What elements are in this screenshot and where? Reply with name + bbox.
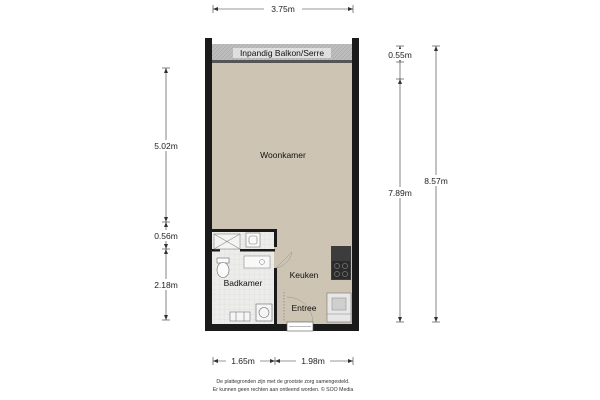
bathroom-vanity: [230, 312, 250, 321]
washbasin: [246, 233, 260, 247]
dimension-left-upper: 5.02m: [154, 141, 178, 151]
toilet: [217, 258, 229, 278]
kitchen-counter: [331, 246, 351, 280]
dimension-right-mid: 7.89m: [388, 188, 412, 198]
room-label-living: Woonkamer: [260, 150, 306, 160]
disclaimer-line-2: Er kunnen geen rechten aan ontleend worden. © SOO Media: [212, 387, 354, 393]
shower: [214, 234, 240, 249]
room-label-kitchen: Keuken: [289, 270, 319, 280]
bathroom-cabinet: [244, 256, 270, 268]
dimension-right-total: 8.57m: [424, 176, 448, 186]
wardrobe-unit: [327, 293, 351, 322]
dimension-right-top: 0.55m: [388, 50, 412, 60]
dimension-left-mid: 0.56m: [154, 231, 178, 241]
washing-machine: [256, 304, 272, 321]
dimension-bottom-left: 1.65m: [231, 356, 255, 366]
room-label-balcony: Inpandig Balkon/Serre: [239, 48, 325, 58]
room-label-entrance: Entree: [291, 303, 317, 313]
dimension-bottom-right: 1.98m: [301, 356, 325, 366]
room-label-bathroom: Badkamer: [223, 278, 263, 288]
dimension-left-lower: 2.18m: [154, 280, 178, 290]
dimension-top-width: 3.75m: [271, 4, 295, 14]
disclaimer-line-1: De plattegronden zijn met de grootste zorg samengesteld.: [216, 379, 350, 385]
